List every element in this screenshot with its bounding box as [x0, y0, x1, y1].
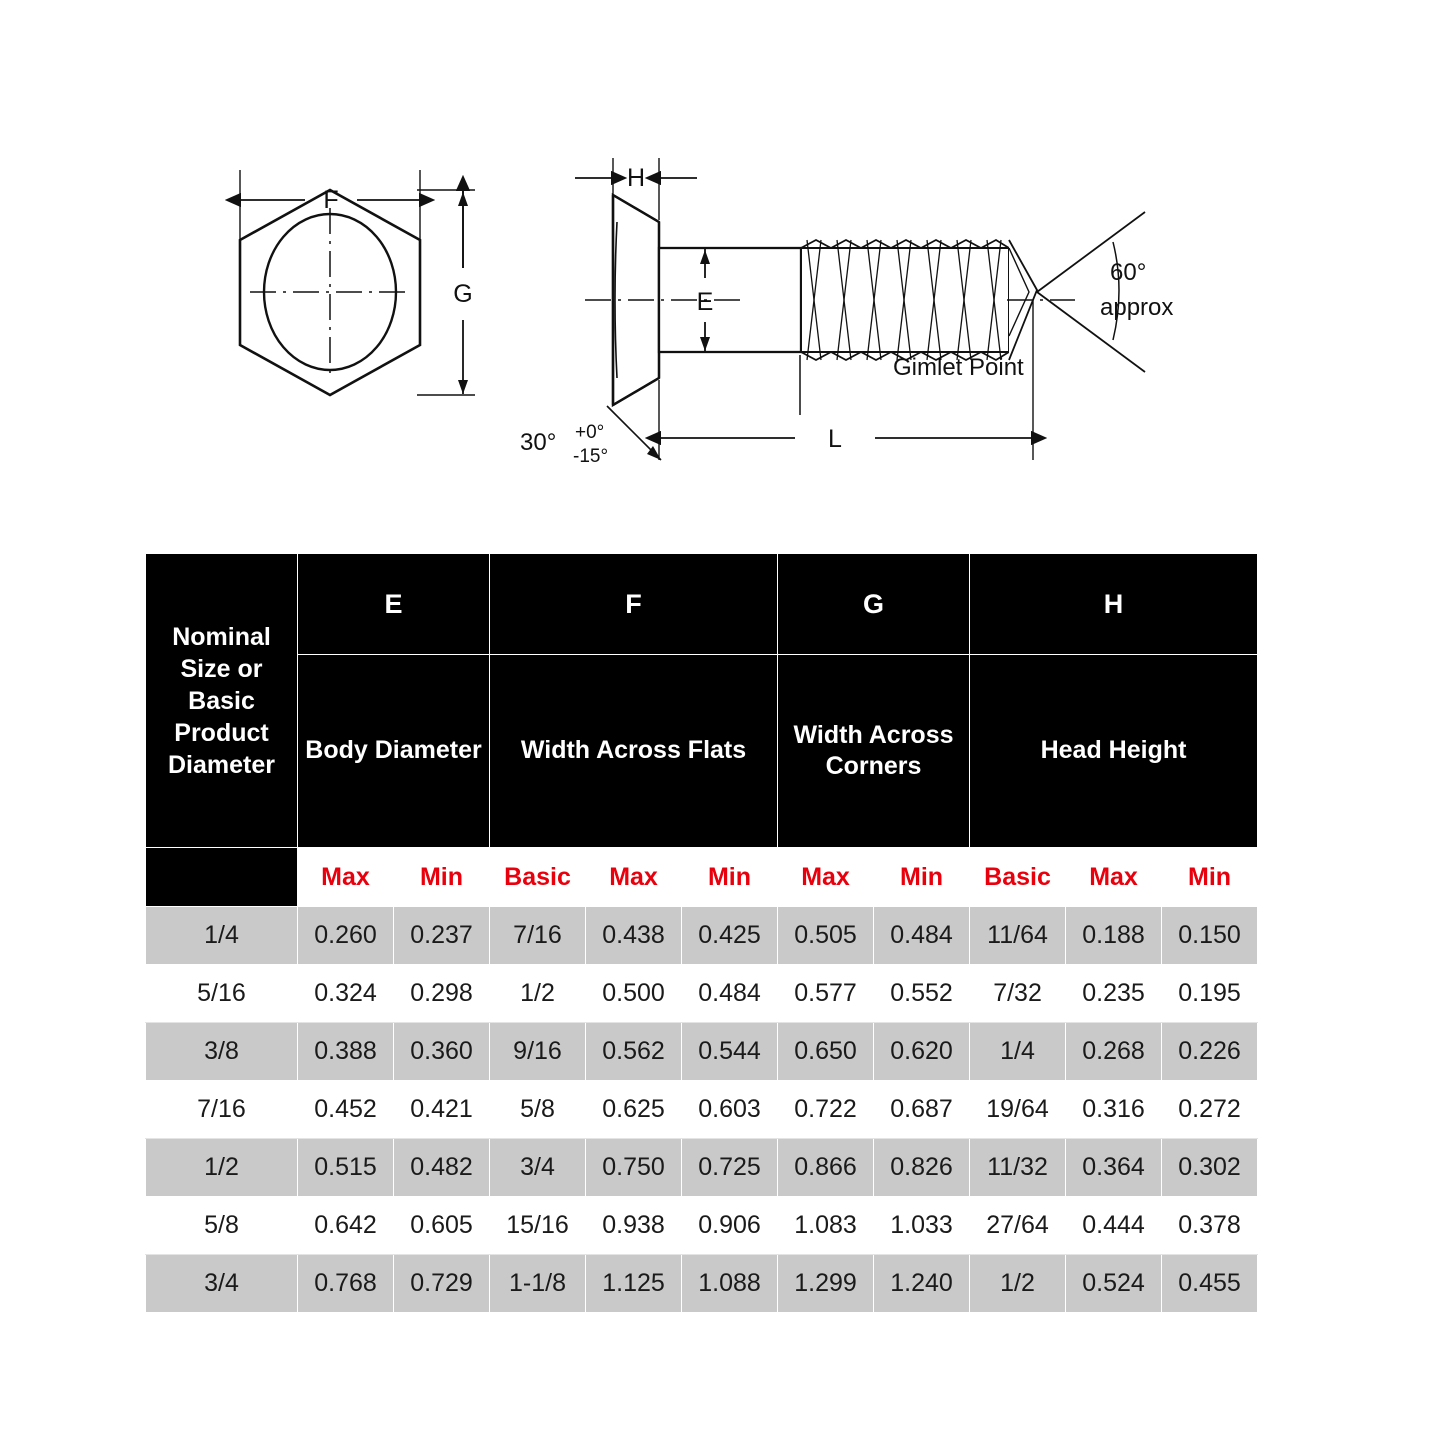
- cell-value: 15/16: [490, 1197, 586, 1255]
- subheader-f-min: Min: [682, 848, 778, 907]
- cell-value: 1-1/8: [490, 1255, 586, 1313]
- cell-value: 1.083: [778, 1197, 874, 1255]
- cell-value: 0.562: [586, 1023, 682, 1081]
- svg-text:30°: 30°: [520, 429, 557, 456]
- subheader-f-basic: Basic: [490, 848, 586, 907]
- cell-value: 0.452: [298, 1081, 394, 1139]
- cell-value: 0.421: [394, 1081, 490, 1139]
- table-subheader-row: [146, 848, 1258, 907]
- cell-value: 5/8: [490, 1081, 586, 1139]
- cell-value: 0.455: [1162, 1255, 1258, 1313]
- cell-value: 0.364: [1066, 1139, 1162, 1197]
- cell-size: 3/8: [146, 1023, 298, 1081]
- cell-value: 0.268: [1066, 1023, 1162, 1081]
- cell-size: 7/16: [146, 1081, 298, 1139]
- cell-size: 1/2: [146, 1139, 298, 1197]
- cell-value: 0.725: [682, 1139, 778, 1197]
- header-width-across-flats: Width Across Flats: [490, 655, 778, 848]
- cell-value: 0.642: [298, 1197, 394, 1255]
- cell-value: 0.687: [874, 1081, 970, 1139]
- table-header-letters: [146, 554, 1258, 655]
- annotation-60-degrees: [1037, 212, 1173, 372]
- cell-value: 0.425: [682, 907, 778, 965]
- cell-value: 0.906: [682, 1197, 778, 1255]
- header-width-across-corners: Width Across Corners: [778, 655, 970, 848]
- subheader-e-min: Min: [394, 848, 490, 907]
- header-nominal-size: Nominal Size or Basic Product Diameter: [146, 554, 298, 848]
- table-body: [146, 907, 1258, 1313]
- subheader-h-min: Min: [1162, 848, 1258, 907]
- annotation-30-degrees: [520, 406, 661, 467]
- header-body-diameter: Body Diameter: [298, 655, 490, 848]
- header-letter-g: G: [778, 554, 970, 655]
- cell-value: 0.650: [778, 1023, 874, 1081]
- svg-text:H: H: [626, 164, 646, 192]
- cell-size: 1/4: [146, 907, 298, 965]
- cell-value: 0.505: [778, 907, 874, 965]
- cell-value: 7/16: [490, 907, 586, 965]
- cell-value: 0.444: [1066, 1197, 1162, 1255]
- cell-value: 1.125: [586, 1255, 682, 1313]
- cell-value: 0.235: [1066, 965, 1162, 1023]
- svg-text:+0°: +0°: [575, 422, 605, 443]
- cell-value: 0.768: [298, 1255, 394, 1313]
- subheader-g-max: Max: [778, 848, 874, 907]
- cell-value: 0.620: [874, 1023, 970, 1081]
- cell-size: 5/8: [146, 1197, 298, 1255]
- table-header-descriptions: [146, 655, 1258, 848]
- cell-value: 1.240: [874, 1255, 970, 1313]
- cell-value: 1.033: [874, 1197, 970, 1255]
- cell-value: 1/2: [970, 1255, 1066, 1313]
- table-row: [146, 1139, 1258, 1197]
- cell-value: 0.378: [1162, 1197, 1258, 1255]
- cell-value: 0.866: [778, 1139, 874, 1197]
- subheader-e-max: Max: [298, 848, 394, 907]
- cell-value: 7/32: [970, 965, 1066, 1023]
- cell-value: 0.298: [394, 965, 490, 1023]
- cell-value: 0.544: [682, 1023, 778, 1081]
- cell-value: 0.577: [778, 965, 874, 1023]
- table-row: [146, 1197, 1258, 1255]
- cell-value: 0.484: [682, 965, 778, 1023]
- cell-value: 3/4: [490, 1139, 586, 1197]
- header-spacer: [146, 848, 298, 907]
- svg-text:F: F: [323, 186, 339, 214]
- cell-value: 0.360: [394, 1023, 490, 1081]
- table-row: [146, 965, 1258, 1023]
- header-head-height: Head Height: [970, 655, 1258, 848]
- cell-value: 1/2: [490, 965, 586, 1023]
- cell-value: 0.316: [1066, 1081, 1162, 1139]
- header-letter-e: E: [298, 554, 490, 655]
- cell-value: 1.088: [682, 1255, 778, 1313]
- subheader-h-basic: Basic: [970, 848, 1066, 907]
- table-row: [146, 1023, 1258, 1081]
- cell-value: 0.750: [586, 1139, 682, 1197]
- subheader-h-max: Max: [1066, 848, 1162, 907]
- cell-value: 27/64: [970, 1197, 1066, 1255]
- cell-value: 0.722: [778, 1081, 874, 1139]
- cell-value: 11/32: [970, 1139, 1066, 1197]
- header-letter-f: F: [490, 554, 778, 655]
- cell-value: 1.299: [778, 1255, 874, 1313]
- cell-value: 9/16: [490, 1023, 586, 1081]
- cell-value: 0.188: [1066, 907, 1162, 965]
- cell-value: 0.729: [394, 1255, 490, 1313]
- cell-size: 3/4: [146, 1255, 298, 1313]
- cell-value: 0.515: [298, 1139, 394, 1197]
- table-row: [146, 907, 1258, 965]
- cell-value: 1/4: [970, 1023, 1066, 1081]
- cell-value: 0.500: [586, 965, 682, 1023]
- cell-value: 0.552: [874, 965, 970, 1023]
- spec-table: [145, 553, 1258, 1313]
- cell-value: 0.324: [298, 965, 394, 1023]
- hex-head-top-view: [240, 190, 420, 395]
- cell-size: 5/16: [146, 965, 298, 1023]
- cell-value: 0.226: [1162, 1023, 1258, 1081]
- svg-text:E: E: [696, 288, 714, 316]
- cell-value: 0.272: [1162, 1081, 1258, 1139]
- cell-value: 0.826: [874, 1139, 970, 1197]
- table-row: [146, 1255, 1258, 1313]
- svg-text:60°: 60°: [1110, 259, 1147, 286]
- cell-value: 0.260: [298, 907, 394, 965]
- cell-value: 0.150: [1162, 907, 1258, 965]
- cell-value: 0.605: [394, 1197, 490, 1255]
- cell-value: 19/64: [970, 1081, 1066, 1139]
- cell-value: 11/64: [970, 907, 1066, 965]
- dimension-spec-table: [145, 553, 1255, 1313]
- subheader-g-min: Min: [874, 848, 970, 907]
- cell-value: 0.195: [1162, 965, 1258, 1023]
- header-letter-h: H: [970, 554, 1258, 655]
- cell-value: 0.237: [394, 907, 490, 965]
- subheader-f-max: Max: [586, 848, 682, 907]
- svg-text:Gimlet Point: Gimlet Point: [893, 354, 1024, 381]
- svg-text:-15°: -15°: [573, 446, 609, 467]
- svg-text:G: G: [453, 280, 473, 308]
- cell-value: 0.482: [394, 1139, 490, 1197]
- cell-value: 0.438: [586, 907, 682, 965]
- cell-value: 0.625: [586, 1081, 682, 1139]
- cell-value: 0.484: [874, 907, 970, 965]
- annotation-gimlet-point: [800, 354, 1024, 415]
- cell-value: 0.524: [1066, 1255, 1162, 1313]
- fastener-dimension-diagram: [145, 150, 1300, 540]
- cell-value: 0.302: [1162, 1139, 1258, 1197]
- svg-text:L: L: [828, 425, 842, 453]
- dimension-G: [417, 190, 475, 395]
- cell-value: 0.388: [298, 1023, 394, 1081]
- table-row: [146, 1081, 1258, 1139]
- cell-value: 0.603: [682, 1081, 778, 1139]
- svg-text:approx: approx: [1100, 294, 1174, 321]
- cell-value: 0.938: [586, 1197, 682, 1255]
